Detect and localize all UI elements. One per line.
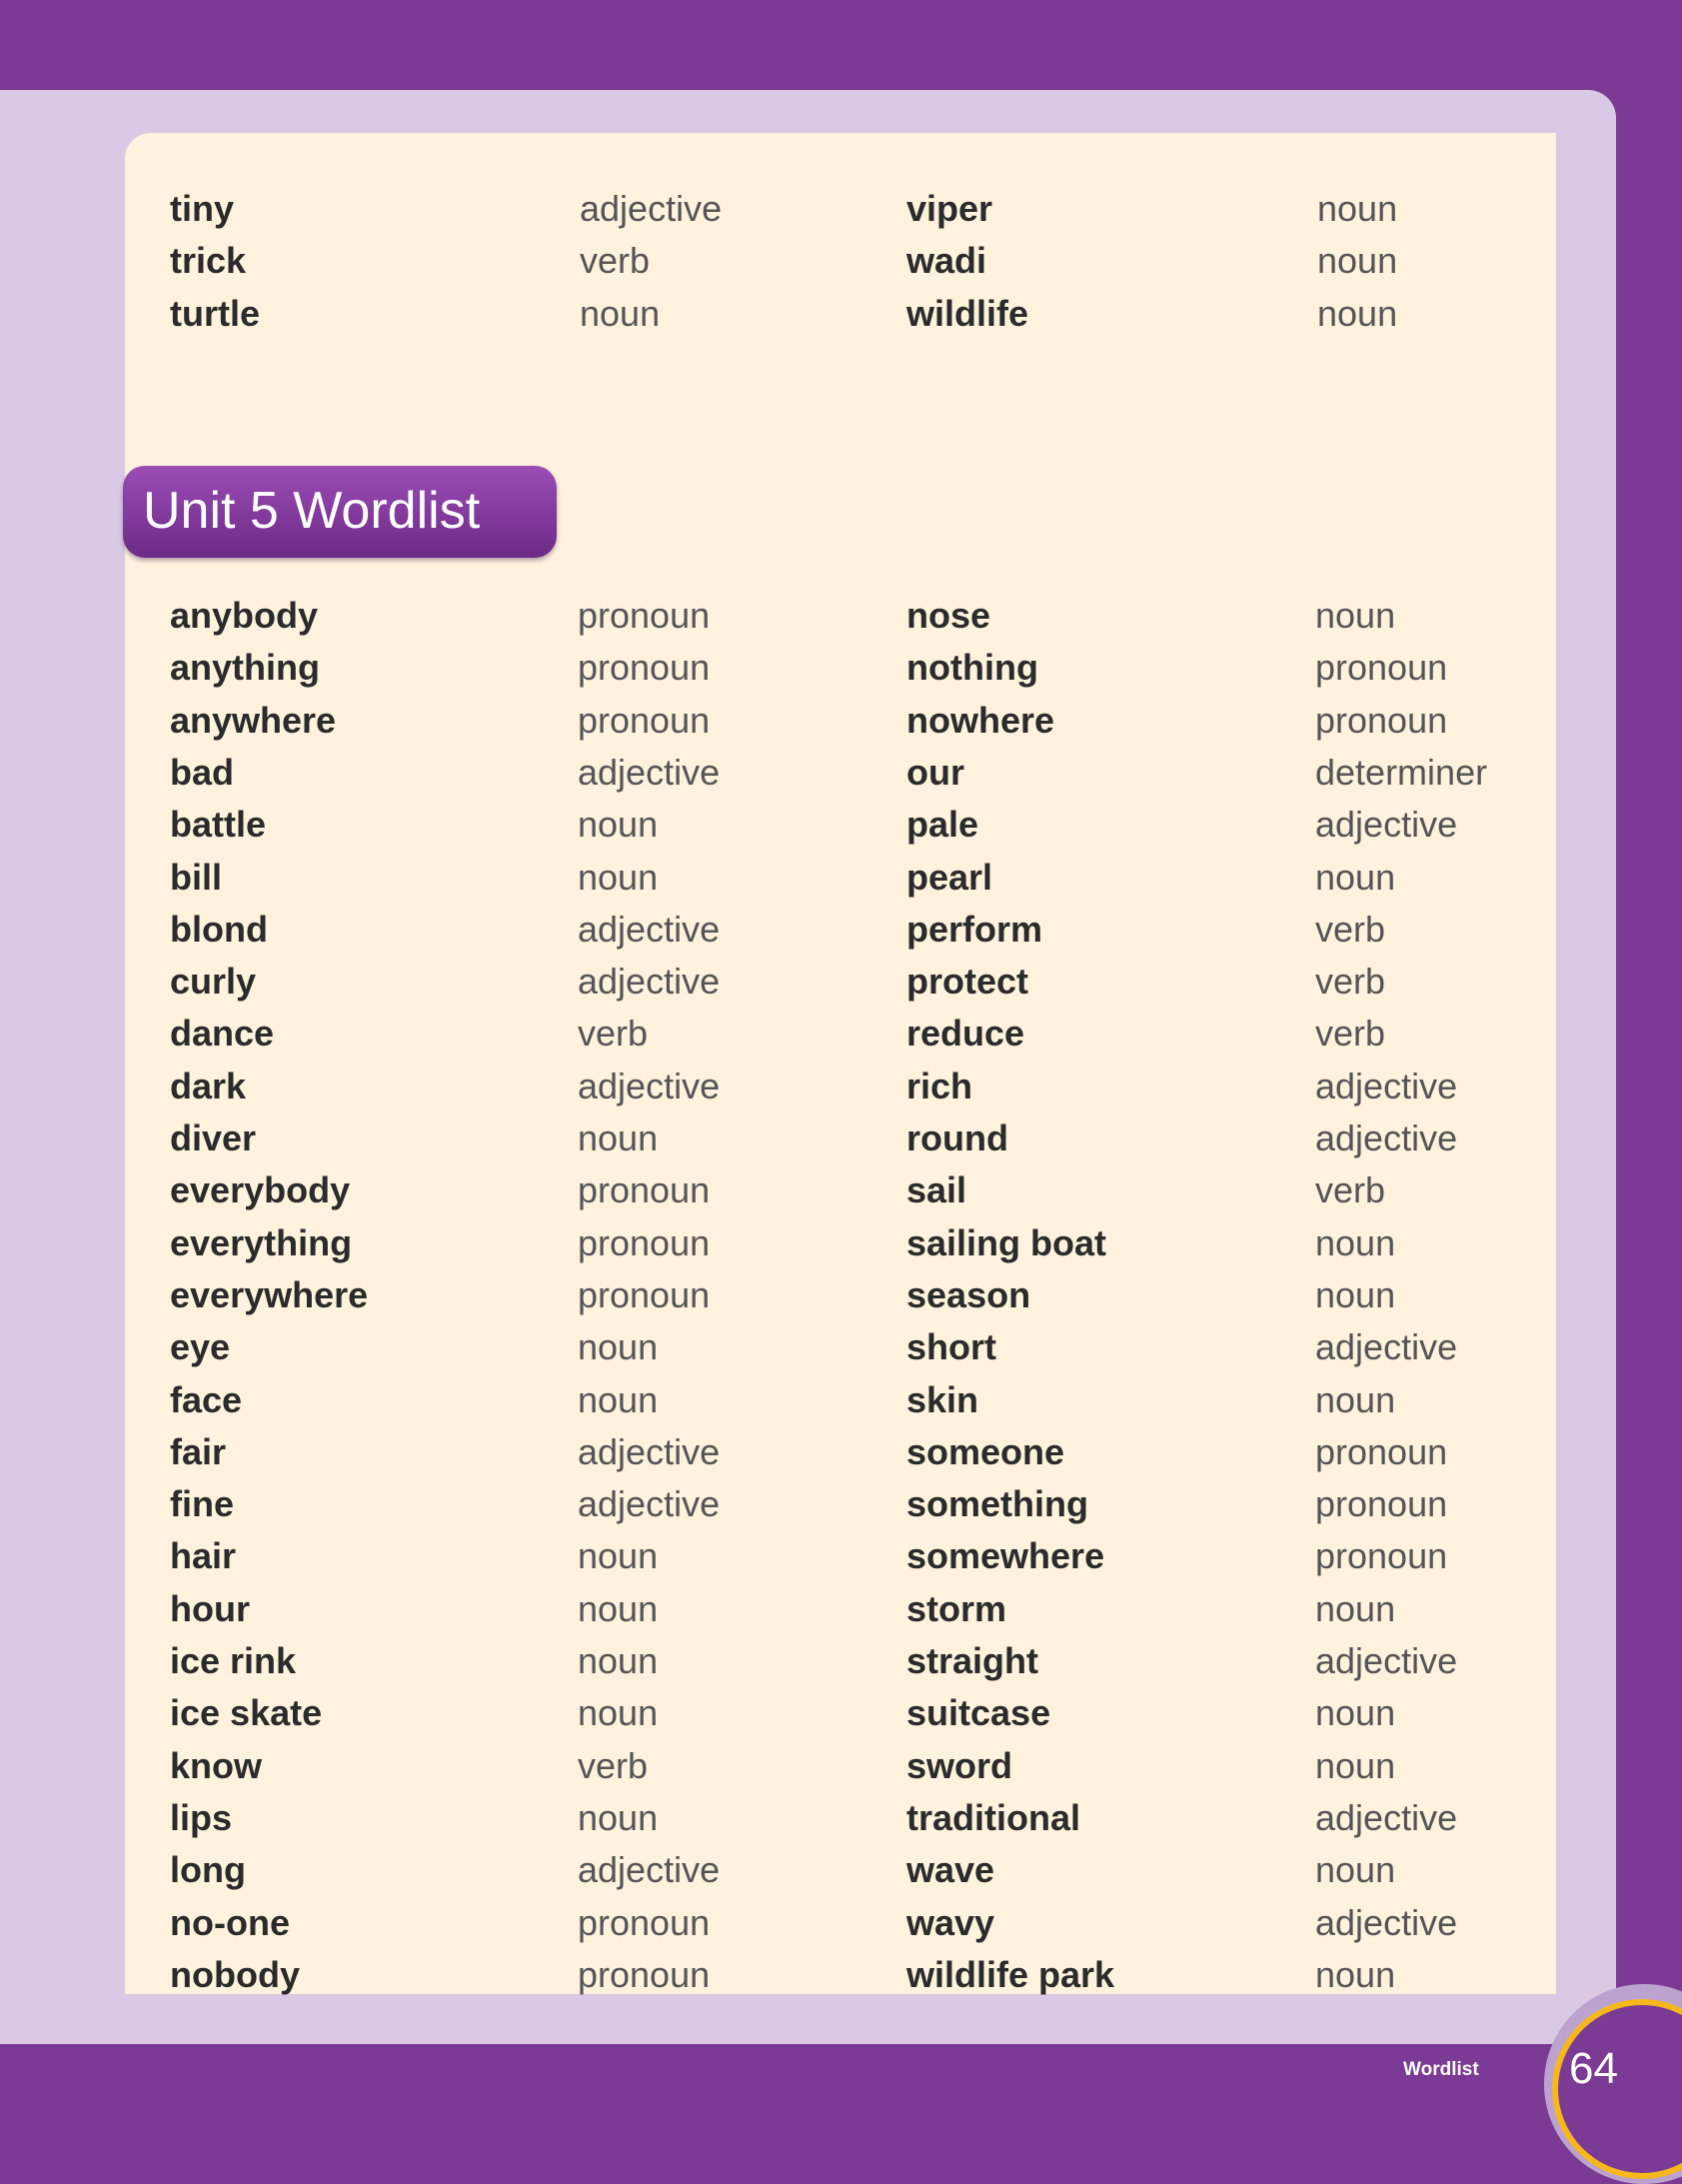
word-row: [0, 1164, 1431, 1216]
word-term: dance: [170, 1013, 275, 1055]
word-term: turtle: [170, 292, 260, 334]
word-row: [0, 1583, 1431, 1635]
word-row: [0, 183, 1431, 235]
word-term: everything: [170, 1221, 353, 1263]
part-of-speech: noun: [578, 1535, 659, 1577]
part-of-speech: adjective: [1315, 1796, 1458, 1838]
word-term: eye: [170, 1326, 231, 1368]
word-term: something: [906, 1483, 1089, 1525]
word-term: reduce: [906, 1013, 1025, 1055]
word-row: [0, 1478, 1448, 1530]
word-row: [0, 642, 1448, 694]
word-row: [0, 1269, 1431, 1321]
word-term: anywhere: [170, 699, 337, 741]
part-of-speech: noun: [578, 804, 659, 846]
part-of-speech: noun: [1315, 856, 1396, 898]
part-of-speech: pronoun: [1315, 1535, 1448, 1577]
word-term: rich: [906, 1065, 973, 1106]
part-of-speech: pronoun: [578, 1953, 711, 1995]
part-of-speech: pronoun: [578, 1901, 711, 1943]
word-term: sword: [906, 1744, 1013, 1786]
word-term: anything: [170, 647, 320, 689]
word-row: [0, 1112, 1458, 1164]
part-of-speech: adjective: [1315, 1065, 1458, 1106]
part-of-speech: verb: [1315, 1013, 1386, 1055]
page-number: 64: [1569, 2044, 1618, 2093]
word-row: [0, 695, 1448, 747]
word-term: hour: [170, 1587, 250, 1629]
word-term: pale: [906, 804, 979, 846]
word-term: bill: [170, 856, 222, 898]
part-of-speech: pronoun: [578, 1221, 711, 1263]
part-of-speech: pronoun: [578, 699, 711, 741]
word-row: [0, 956, 1431, 1008]
unit-title-banner: [123, 466, 557, 558]
part-of-speech: noun: [578, 1378, 659, 1420]
part-of-speech: noun: [578, 1587, 659, 1629]
word-term: protect: [906, 961, 1029, 1003]
word-term: dark: [170, 1065, 247, 1106]
word-row: [0, 1897, 1458, 1949]
part-of-speech: noun: [1315, 1692, 1396, 1734]
word-row: [0, 747, 1488, 799]
word-row: [0, 1008, 1431, 1060]
word-row: [0, 1635, 1458, 1687]
part-of-speech: noun: [1315, 595, 1396, 636]
word-term: suitcase: [906, 1692, 1051, 1734]
word-term: wadi: [906, 240, 987, 282]
part-of-speech: noun: [1315, 1378, 1396, 1420]
footer-label: Wordlist: [1403, 2059, 1479, 2080]
word-term: skin: [906, 1378, 979, 1420]
word-term: know: [170, 1744, 263, 1786]
part-of-speech: verb: [578, 1013, 649, 1055]
word-term: nobody: [170, 1953, 300, 1995]
part-of-speech: verb: [1315, 908, 1386, 950]
word-term: fine: [170, 1483, 235, 1525]
word-term: diver: [170, 1117, 257, 1158]
word-term: storm: [906, 1587, 1007, 1629]
part-of-speech: pronoun: [578, 647, 711, 689]
part-of-speech: adjective: [578, 1849, 721, 1891]
word-row: [0, 1844, 1431, 1896]
word-term: everybody: [170, 1169, 351, 1211]
part-of-speech: pronoun: [578, 595, 711, 636]
word-row: [0, 590, 1431, 642]
word-term: lips: [170, 1796, 233, 1838]
word-row: [0, 1792, 1458, 1844]
word-row: [0, 1740, 1431, 1792]
word-term: perform: [906, 908, 1043, 950]
part-of-speech: noun: [1315, 1744, 1396, 1786]
part-of-speech: adjective: [1315, 1640, 1458, 1681]
part-of-speech: noun: [1315, 1849, 1396, 1891]
word-term: pearl: [906, 856, 993, 898]
word-term: wildlife park: [906, 1953, 1115, 1995]
part-of-speech: adjective: [578, 1065, 721, 1106]
word-term: season: [906, 1273, 1031, 1315]
word-term: trick: [170, 240, 247, 282]
word-term: wavy: [906, 1901, 995, 1943]
part-of-speech: adjective: [1315, 1901, 1458, 1943]
part-of-speech: adjective: [578, 908, 721, 950]
word-term: wave: [906, 1849, 995, 1891]
word-term: wildlife: [906, 292, 1029, 334]
word-row: [0, 1217, 1431, 1269]
word-term: viper: [906, 188, 993, 229]
part-of-speech: adjective: [1315, 1326, 1458, 1368]
word-row: [0, 1374, 1431, 1426]
word-term: tiny: [170, 188, 235, 229]
word-term: nowhere: [906, 699, 1055, 741]
word-row: [0, 288, 1431, 340]
part-of-speech: determiner: [1315, 751, 1488, 793]
part-of-speech: pronoun: [1315, 1430, 1448, 1472]
unit-title: Unit 5 Wordlist: [143, 482, 481, 540]
part-of-speech: noun: [578, 1692, 659, 1734]
word-term: sail: [906, 1169, 967, 1211]
word-term: short: [906, 1326, 996, 1368]
part-of-speech: noun: [1315, 1221, 1396, 1263]
part-of-speech: pronoun: [1315, 647, 1448, 689]
word-term: sailing boat: [906, 1221, 1107, 1263]
part-of-speech: adjective: [578, 1483, 721, 1525]
word-term: everywhere: [170, 1273, 369, 1315]
word-term: ice skate: [170, 1692, 323, 1734]
part-of-speech: noun: [578, 856, 659, 898]
word-term: nose: [906, 595, 991, 636]
word-row: [0, 1426, 1448, 1478]
word-row: [0, 1530, 1448, 1582]
word-row: [0, 799, 1458, 851]
part-of-speech: pronoun: [1315, 1483, 1448, 1525]
part-of-speech: verb: [580, 240, 651, 282]
word-term: ice rink: [170, 1640, 297, 1681]
word-term: fair: [170, 1430, 227, 1472]
word-term: someone: [906, 1430, 1065, 1472]
part-of-speech: pronoun: [578, 1273, 711, 1315]
word-term: traditional: [906, 1796, 1081, 1838]
part-of-speech: noun: [578, 1326, 659, 1368]
word-row: [0, 1687, 1431, 1739]
part-of-speech: noun: [1317, 240, 1398, 282]
part-of-speech: noun: [580, 292, 661, 334]
word-row: [0, 1321, 1458, 1373]
part-of-speech: noun: [578, 1796, 659, 1838]
word-row: [0, 1061, 1458, 1112]
word-term: face: [170, 1378, 243, 1420]
part-of-speech: pronoun: [1315, 699, 1448, 741]
word-term: bad: [170, 751, 235, 793]
part-of-speech: pronoun: [578, 1169, 711, 1211]
part-of-speech: noun: [1315, 1953, 1396, 1995]
word-term: long: [170, 1849, 246, 1891]
part-of-speech: noun: [1315, 1273, 1396, 1315]
part-of-speech: adjective: [580, 188, 723, 229]
word-term: anybody: [170, 595, 319, 636]
part-of-speech: adjective: [578, 1430, 721, 1472]
word-term: no-one: [170, 1901, 290, 1943]
part-of-speech: noun: [1315, 1587, 1396, 1629]
word-term: battle: [170, 804, 267, 846]
part-of-speech: verb: [1315, 1169, 1386, 1211]
word-row: [0, 235, 1431, 287]
word-term: our: [906, 751, 964, 793]
word-row: [0, 1949, 1431, 2001]
part-of-speech: adjective: [1315, 804, 1458, 846]
part-of-speech: adjective: [578, 961, 721, 1003]
word-term: blond: [170, 908, 268, 950]
word-term: round: [906, 1117, 1008, 1158]
word-term: somewhere: [906, 1535, 1105, 1577]
part-of-speech: noun: [1317, 292, 1398, 334]
part-of-speech: noun: [578, 1640, 659, 1681]
word-term: nothing: [906, 647, 1038, 689]
word-term: curly: [170, 961, 257, 1003]
part-of-speech: noun: [1317, 188, 1398, 229]
word-row: [0, 852, 1431, 904]
part-of-speech: verb: [1315, 961, 1386, 1003]
word-row: [0, 904, 1431, 956]
part-of-speech: adjective: [1315, 1117, 1458, 1158]
word-term: hair: [170, 1535, 237, 1577]
part-of-speech: adjective: [578, 751, 721, 793]
part-of-speech: verb: [578, 1744, 649, 1786]
word-term: straight: [906, 1640, 1039, 1681]
part-of-speech: noun: [578, 1117, 659, 1158]
